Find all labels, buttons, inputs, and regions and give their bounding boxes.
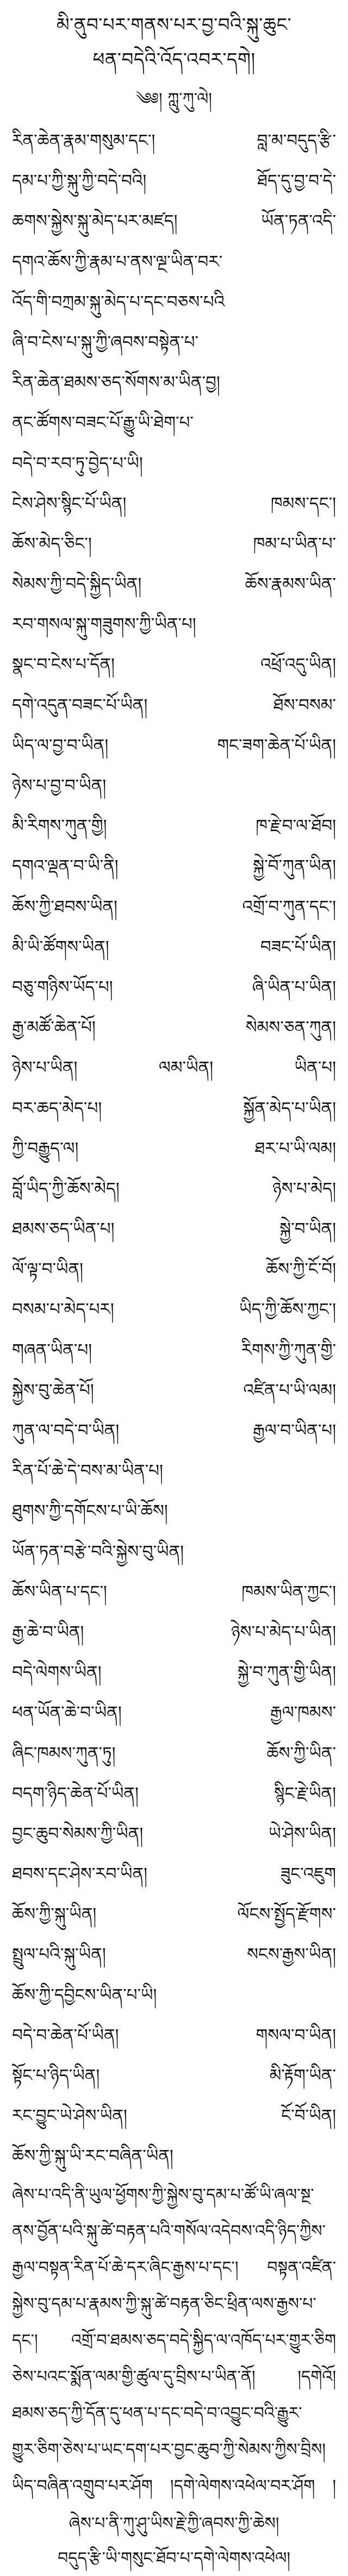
prose-line: དང་། འགྲོ་བ་ཐམས་ཅད་བདེ་སྐྱིད་ལ་འཁོད་པར་གྱུར་ཅིག — [12, 2330, 336, 2350]
verse-line: རྒྱ་ཆེ་བ་ཡིན། ཉེས་པ་མེད་པ་ཡིན། — [12, 1622, 336, 1642]
prose-line: ཅེས་པའང་སྨོན་ལམ་གྱི་ཚུལ་དུ་བྲིས་པ་ཡིན་ནོ། །དགེའོ། — [12, 2367, 336, 2386]
verse-line: བསམ་པ་མེད་པར། ཡིད་ཀྱི་ཆོས་ཀྱང་། — [12, 1300, 336, 1320]
verse-line: མི་ཡི་ཚོགས་ཡིན། བཟང་པོ་ཡིན། — [12, 937, 336, 957]
verse-line: ཆགས་སྐྱེས་སྐུ་མེད་པར་མཛད། ཡོན་ཏན་འདི་ — [12, 211, 336, 231]
prose-body — [12, 2177, 336, 2504]
prose-line: སྐྱེས་བུ་དམ་པ་རྣམས་ཀྱི་སྐུ་ཚེ་བརྟན་ཅིང་ཕྲིན་ལས་རྒྱས་པ་ — [12, 2294, 316, 2314]
verse-body — [12, 121, 336, 2177]
verse-line: དགེ་འདུན་བཟང་པོ་ཡིན། ཐོས་བསམ་ — [12, 695, 336, 715]
verse-line: ངེས་ཤེས་སྙིང་པོ་ཡིན། ཁམས་དང་། — [12, 493, 336, 513]
verse-line: ཆོས་ཡིན་པ་དང་། ཁམས་ཡིན་ཀྱང་། — [12, 1582, 336, 1602]
invocation: ༄༅། ཀླུ་ཀུ་ལེ། — [136, 90, 212, 109]
verse-line: བཅུ་གཉིས་ཡོད་པ། ཞི་ཡིན་པ་ཡིན། — [12, 977, 336, 997]
verse-line: བྱང་ཆུབ་སེམས་ཀྱི་ཡིན། ཡེ་ཤེས་ཡིན། — [12, 1823, 336, 1844]
colophon-line: བདུད་རྩི་ཡི་གསུང་ཐོབ་པ་དགེ་ལེགས་འཕེལ། — [58, 2548, 290, 2568]
prose-line: ཡིད་བཞིན་འགྲུབ་པར་ཤོག །དགེ་ལེགས་འཕེལ་བར་ཤོག ། — [12, 2476, 336, 2496]
verse-line: ཞི་བ་ངེས་པ་སྐུ་ཀྱི་ཞབས་བསྟེན་པ་ — [12, 332, 198, 352]
colophon-line: ཞེས་པ་ནི་ཀུ་ཤུ་ཡིས་རྗེ་ཀྱི་ཞབས་ཀྱི་ཆེས། — [69, 2514, 279, 2533]
verse-line: བདེ་ལེགས་ཡིན། སྐྱེ་བ་ཀུན་གྱི་ཡིན། — [12, 1663, 336, 1683]
verse-line: དགའ་ཆོས་ཀྱི་རྣམ་པ་ནས་ལྔ་ཡིན་བར་ — [12, 252, 223, 272]
verse-line: རྒྱ་མཚོ་ཆེན་པོ། སེམས་ཅན་ཀུན། — [12, 1018, 336, 1038]
prose-line: ཐམས་ཅད་ཀྱི་དོན་དུ་ཕན་པ་དང་བདེ་བ་འབྱུང་བའི་རྒྱུར་ — [12, 2403, 302, 2423]
verse-line: རང་བྱུང་ཡེ་ཤེས་ཡིན། ངོ་བོ་ཡིན། — [12, 2106, 336, 2126]
verse-line: ཀུན་ལ་བདེ་བ་ཡིན། རྒྱལ་བ་ཡིན་པ། — [12, 1421, 336, 1440]
verse-line: ཉེས་པ་བྱ་བ་ཡིན། — [12, 776, 107, 795]
verse-line: སྟོང་པ་ཉིད་ཡིན། མི་རྟོག་ཡིན་ — [12, 2066, 336, 2085]
verse-line: དགའ་ལྡན་བ་ཡི་ནི། སྐྱེ་བོ་ཀུན་ཡིན། — [12, 856, 336, 876]
verse-line: ཆོས་ཀྱི་སྐུ་ཡི་རང་བཞིན་ཡིན། — [12, 2146, 173, 2166]
document-title — [12, 8, 336, 77]
verse-line: བར་ཆད་མེད་པ། སྐྱོན་མེད་པ་ཡིན། — [12, 1098, 336, 1118]
verse-line: ནང་ཚོགས་བཟང་པོ་རྒྱུ་ཡི་ཐེག་པ་ — [12, 413, 194, 433]
title-line: ཕན་བདེའི་འོད་འབར་དགེ། — [92, 49, 256, 71]
verse-line: ཡོན་ཏན་བརྩེ་བའི་སྐྱེས་བུ་ཡིན། — [12, 1541, 184, 1562]
verse-line: ཐུགས་ཀྱི་དགོངས་པ་ཡི་ཆོས། — [12, 1501, 168, 1521]
prose-line: ཞེས་པ་འདི་ནི་ཡུལ་ཕྱོགས་ཀྱི་སྐྱེས་བུ་དམ་པ་ཚོ་ཡི་ཞལ་སྔ་ — [12, 2185, 314, 2204]
verse-line: ཆོས་མེད་ཅིང་། ཁམ་པ་ཡིན་པ་ — [12, 534, 336, 554]
verse-line: གཞན་ཡིན་པ། རིགས་ཀྱི་ཀུན་གྱི་ — [12, 1340, 336, 1360]
prose-line: རྒྱལ་བསྟན་རིན་པོ་ཆེ་དར་ཞིང་རྒྱས་པ་དང་། བསྟན་འཛིན་ — [12, 2258, 336, 2277]
verse-line: བདེ་བ་རབ་ཏུ་བྱེད་པ་ཡི། — [12, 453, 143, 473]
verse-line: རིན་པོ་ཆེ་དེ་བས་མ་ཡིན་པ། — [12, 1461, 163, 1481]
prose-line: གྱུར་ཅིག་ཅེས་པ་ཡང་དག་པར་བྱང་ཆུབ་ཀྱི་སེམས་ཀྱིས་བྲིས། — [12, 2440, 326, 2459]
verse-line: བདག་ཉིད་ཆེན་པོ་ཡིན། སྙིང་རྗེ་ཡིན། — [12, 1783, 336, 1803]
verse-line: ལོ་ལྟ་བ་ཡིན། ཆོས་ཀྱི་ངོ་བོ། — [12, 1259, 336, 1280]
verse-line: སྣང་བ་ངེས་པ་དོན། འཕྲོ་འདུ་ཡིན། — [12, 655, 336, 675]
verse-line: ཐམས་ཅད་ཡིན་པ། སྐྱེ་བ་ཡིན། — [12, 1219, 336, 1239]
verse-line: ཆོས་ཀྱི་དབྱིངས་ཡིན་པ་ཡི། — [12, 1985, 157, 2005]
verse-line: ཉེས་པ་ཡིན། ལམ་ཡིན། ཡིན་པ། — [12, 1058, 336, 1078]
verse-line: ཞིང་ཁམས་ཀུན་ཏུ། ཆོས་ཀྱི་ཡིན་ — [12, 1743, 336, 1763]
verse-line: ཆོས་ཀྱི་ཐབས་ཡིན། འགྲོ་བ་ཀུན་དང་། — [12, 897, 336, 917]
verse-line: རིན་ཆེན་ཐམས་ཅད་སོགས་མ་ཡིན་བྱ། — [12, 373, 220, 393]
verse-line: བློ་ཡིད་ཀྱི་ཆོས་མེད། ཉེས་པ་མེད། — [12, 1179, 336, 1199]
verse-line: ཐབས་དང་ཤེས་རབ་ཡིན། ཟུང་འཇུག — [12, 1864, 336, 1884]
verse-line: ཡིད་ལ་བྱ་བ་ཡིན། གང་ཟག་ཆེན་པོ་ཡིན། — [12, 735, 336, 755]
verse-line: སྐྱེས་བུ་ཆེན་པོ། འཛིན་པ་ཡི་ལམ། — [12, 1380, 336, 1400]
verse-line: ཀྱི་བརྒྱུད་ལ། ཐར་པ་ཡི་ལམ། — [12, 1138, 336, 1158]
prose-line: ནས་བྱོན་པའི་སྐུ་ཚེ་བརྟན་པའི་གསོལ་འདེབས་འདི་ཉིད་ཀྱིས་ — [12, 2221, 326, 2241]
verse-line: དམ་པ་ཀྱི་སྐུ་ཀྱི་བདེ་བའི། ཐོད་དུ་བྱ་བ་དེ་ — [12, 171, 336, 191]
title-line: མི་ནུབ་པར་གནས་པར་བྱ་བའི་སྐུ་ཆུང་ — [56, 14, 292, 36]
verse-line: ཆོས་ཀྱི་སྐུ་ཡིན། ལོངས་སྤྱོད་རྫོགས་ — [12, 1904, 336, 1925]
verse-line: ཕན་ཡོན་ཆེ་བ་ཡིན། རྒྱལ་ཁམས་ — [12, 1703, 336, 1723]
verse-line: འོད་གི་བཀྲམ་སྐུ་མེད་པ་དང་བཅས་པའི — [12, 292, 225, 312]
verse-line: སྤྲུལ་པའི་སྐུ་ཡིན། སངས་རྒྱས་ཡིན། — [12, 1945, 336, 1965]
verse-line: རབ་གསལ་སྐུ་གཟུགས་ཀྱི་ཡིན་པ། — [12, 615, 196, 635]
colophon — [12, 2506, 336, 2576]
verse-line: རིན་ཆེན་རྣམ་གསུམ་དང་། བླ་མ་བདུད་རྩི་ — [12, 131, 336, 151]
verse-line: བདེ་བ་ཆེན་པོ་ཡིན། གསལ་བ་ཡིན། — [12, 2025, 336, 2045]
verse-line: སེམས་ཀྱི་བདེ་སྐྱིད་ཡིན། ཆོས་རྣམས་ཡིན་ — [12, 574, 336, 594]
verse-line: མི་རིགས་ཀུན་གྱི། ཁ་རྗེ་བ་ལ་ཐོབ། — [12, 816, 336, 836]
